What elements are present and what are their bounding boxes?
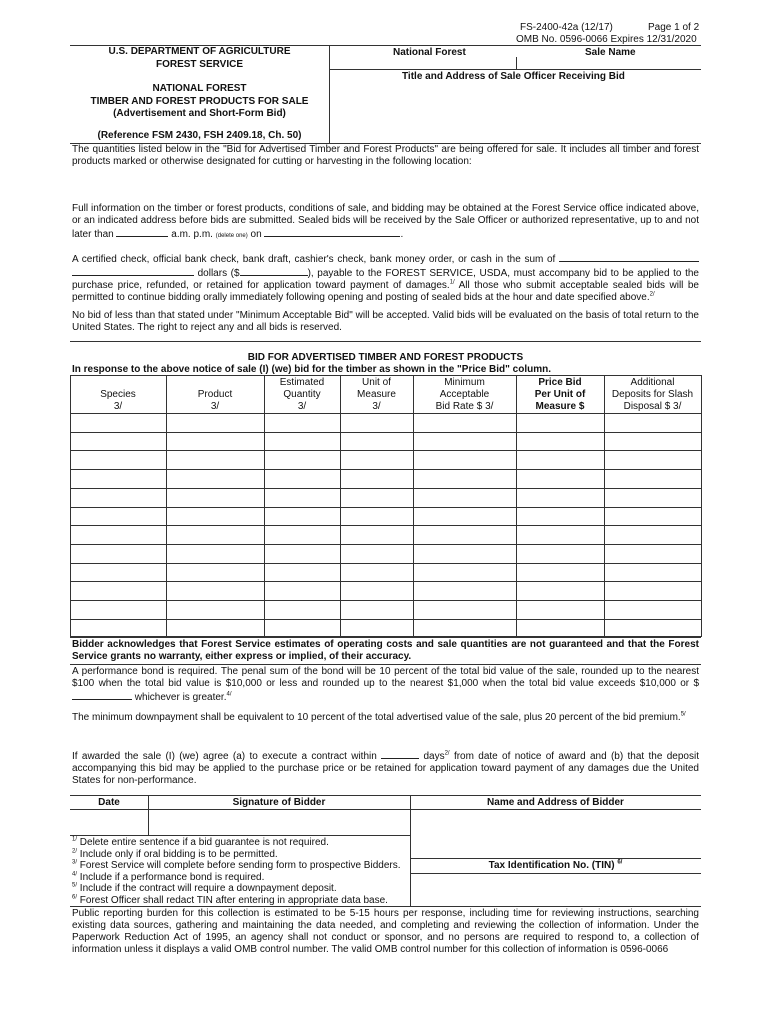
footnote: $^{3/}$ Forest Service will complete before sending form to prospective Bidders.	[72, 859, 401, 871]
bid-cell[interactable]	[517, 620, 603, 637]
service: FOREST SERVICE	[155, 59, 244, 70]
days-field[interactable]	[381, 749, 419, 759]
bid-cell[interactable]	[71, 508, 165, 525]
reference: (Reference FSM 2430, FSH 2409.18, Ch. 50)	[97, 130, 302, 141]
downpayment: The minimum downpayment shall be equivalent to 10 percent of the total advertised value of the sale, plus 20 percent of the bid premium.$^{5/}$	[72, 711, 686, 723]
bid-cell[interactable]	[71, 545, 165, 562]
bid-cell[interactable]	[517, 564, 603, 581]
tin-label: Tax Identification No. (TIN) $^{6/}$	[488, 859, 623, 871]
date-input[interactable]	[71, 810, 147, 834]
title-advertisement: (Advertisement and Short-Form Bid)	[113, 108, 286, 119]
bid-cell[interactable]	[517, 451, 603, 468]
bid-cell[interactable]	[605, 433, 700, 450]
bidder-name-label: Name and Address of Bidder	[487, 797, 624, 808]
bid-cell[interactable]	[167, 564, 263, 581]
national-forest-field[interactable]	[330, 58, 515, 68]
bid-cell[interactable]	[71, 433, 165, 450]
bid-cell[interactable]	[167, 433, 263, 450]
bid-cell[interactable]	[265, 451, 339, 468]
officer-field[interactable]	[330, 84, 700, 140]
bid-cell[interactable]	[341, 526, 412, 543]
omb-number: OMB No. 0596-0066 Expires 12/31/2020	[516, 34, 697, 45]
bid-cell[interactable]	[71, 601, 165, 618]
bid-cell[interactable]	[265, 414, 339, 431]
bid-cell[interactable]	[71, 489, 165, 506]
bid-title: BID FOR ADVERTISED TIMBER AND FOREST PRODUCTS	[247, 352, 524, 363]
bid-cell[interactable]	[265, 433, 339, 450]
bid-cell[interactable]	[414, 414, 515, 431]
form-number: FS-2400-42a (12/17)	[520, 22, 613, 33]
bid-cell[interactable]	[517, 545, 603, 562]
sum-words-field[interactable]	[559, 252, 699, 262]
sale-name-field[interactable]	[517, 58, 700, 68]
officer-label: Title and Address of Sale Officer Receiving Bid	[402, 71, 625, 82]
department: U.S. DEPARTMENT OF AGRICULTURE	[108, 46, 291, 57]
bid-cell[interactable]	[341, 582, 412, 599]
bid-cell[interactable]	[341, 451, 412, 468]
bid-cell[interactable]	[414, 582, 515, 599]
column-header: Additional Deposits for Slash Disposal $ 3/	[611, 377, 694, 412]
bid-cell[interactable]	[265, 545, 339, 562]
bid-cell[interactable]	[71, 451, 165, 468]
bid-cell[interactable]	[605, 508, 700, 525]
bid-cell[interactable]	[605, 582, 700, 599]
bid-cell[interactable]	[265, 582, 339, 599]
page-number: Page 1 of 2	[648, 22, 700, 33]
bid-cell[interactable]	[414, 451, 515, 468]
burden-statement: Public reporting burden for this collection is estimated to be 5-15 hours per response, including time for reviewing instructions, searching existing data sources, gathering and maintaining the data needed, and completing and reviewing the collection of information. Under the Paperwork Reduction Act of 1995, an agency shall not conduct or sponsor, and no persons are required to respond to, a collection of information unless it displays a valid OMB control number. The valid OMB control number for this collection of information is 0596-0066	[72, 908, 699, 955]
bid-cell[interactable]	[517, 601, 603, 618]
date-field[interactable]	[264, 227, 400, 237]
bid-cell[interactable]	[167, 526, 263, 543]
bid-cell[interactable]	[341, 620, 412, 637]
bid-cell[interactable]	[167, 470, 263, 487]
bid-cell[interactable]	[341, 433, 412, 450]
bid-cell[interactable]	[167, 451, 263, 468]
bid-cell[interactable]	[167, 545, 263, 562]
bid-cell[interactable]	[414, 508, 515, 525]
column-header: Minimum Acceptable Bid Rate $ 3/	[435, 377, 494, 412]
bid-cell[interactable]	[265, 489, 339, 506]
bid-cell[interactable]	[605, 564, 700, 581]
bid-cell[interactable]	[71, 620, 165, 637]
column-header: Species 3/	[100, 389, 136, 412]
bid-cell[interactable]	[517, 470, 603, 487]
bid-cell[interactable]	[341, 414, 412, 431]
bid-cell[interactable]	[517, 433, 603, 450]
bid-cell[interactable]	[341, 508, 412, 525]
bid-cell[interactable]	[605, 620, 700, 637]
bid-cell[interactable]	[341, 564, 412, 581]
bid-cell[interactable]	[605, 526, 700, 543]
bid-subtitle: In response to the above notice of sale (I) (we) bid for the timber as shown in the "Price Bid" column.	[72, 364, 551, 375]
footnote: $^{6/}$ Forest Officer shall redact TIN after entering in appropriate data base.	[72, 894, 388, 906]
column-header: Unit of Measure 3/	[357, 377, 396, 412]
column-header: Product 3/	[197, 389, 233, 412]
bid-cell[interactable]	[71, 582, 165, 599]
intro-paragraph-2: Full information on the timber or forest products, conditions of sale, and bidding may be obtained at the Forest Service office indicated above, or an indicated address before bids are submitted. Sealed bids will be received by the Sale Officer or authorized representative, up to and not later than a.m. p.m. (delete one) on .	[72, 203, 699, 240]
intro-paragraph-3: A certified check, official bank check, bank draft, cashier's check, bank money order, or cash in the sum of dollars ($ ), payable to the FOREST SERVICE, USDA, must accompany bid to be applied to the purchase price, refunded, or retained for application toward payment of damages.$^{1/}$ All those who submit acceptable sealed bids will be permitted to continue bidding orally immediately following opening and posting of sealed bids at the hour and date specified above.$^{2/}$	[72, 254, 699, 303]
date-label: Date	[98, 797, 120, 808]
bid-cell[interactable]	[414, 489, 515, 506]
bid-cell[interactable]	[167, 414, 263, 431]
bid-cell[interactable]	[605, 601, 700, 618]
bid-cell[interactable]	[517, 489, 603, 506]
bid-cell[interactable]	[341, 601, 412, 618]
bid-cell[interactable]	[265, 601, 339, 618]
bid-cell[interactable]	[414, 620, 515, 637]
bid-cell[interactable]	[517, 526, 603, 543]
sum-amount-field[interactable]	[240, 266, 308, 276]
title-timber: TIMBER AND FOREST PRODUCTS FOR SALE	[90, 96, 309, 107]
bid-cell[interactable]	[414, 601, 515, 618]
bid-cell[interactable]	[605, 489, 700, 506]
bid-cell[interactable]	[517, 508, 603, 525]
signature-label: Signature of Bidder	[232, 797, 326, 808]
bid-cell[interactable]	[414, 564, 515, 581]
column-header: Estimated Quantity 3/	[279, 377, 325, 412]
award-terms: If awarded the sale (I) (we) agree (a) to execute a contract within days$^{2/}$ from date of notice of award and (b) that the deposit accompanying this bid may be applied to the purchase price or be retained for application toward payment of any damages due the United States for non-performance.	[72, 750, 699, 786]
column-header: Price Bid Per Unit of Measure $	[534, 377, 586, 412]
tin-input[interactable]	[411, 874, 700, 905]
bid-cell[interactable]	[414, 433, 515, 450]
bond-amount-field[interactable]	[72, 690, 132, 700]
bid-cell[interactable]	[605, 414, 700, 431]
intro-paragraph-1: The quantities listed below in the "Bid for Advertised Timber and Forest Products" are being offered for sale. It includes all timber and forest products marked or otherwise designated for cutting or harvesting in the following location:	[72, 144, 699, 167]
sale-name-label: Sale Name	[585, 47, 636, 58]
bid-cell[interactable]	[414, 545, 515, 562]
bid-cell[interactable]	[265, 470, 339, 487]
bid-cell[interactable]	[167, 489, 263, 506]
national-forest-label: National Forest	[393, 47, 466, 58]
bid-cell[interactable]	[265, 508, 339, 525]
bid-cell[interactable]	[167, 508, 263, 525]
footnote: $^{4/}$ Include if a performance bond is required.	[72, 871, 265, 883]
bid-cell[interactable]	[71, 470, 165, 487]
bid-cell[interactable]	[71, 564, 165, 581]
bid-cell[interactable]	[605, 545, 700, 562]
bid-cell[interactable]	[605, 470, 700, 487]
signature-input[interactable]	[149, 810, 409, 834]
bid-cell[interactable]	[71, 526, 165, 543]
bid-cell[interactable]	[414, 526, 515, 543]
bid-cell[interactable]	[414, 470, 515, 487]
bid-cell[interactable]	[605, 451, 700, 468]
time-field[interactable]	[116, 227, 168, 237]
bid-cell[interactable]	[167, 620, 263, 637]
title-national-forest: NATIONAL FOREST	[152, 83, 247, 94]
bid-cell[interactable]	[517, 582, 603, 599]
footnote: $^{1/}$ Delete entire sentence if a bid guarantee is not required.	[72, 836, 329, 848]
footnote: $^{2/}$ Include only if oral bidding is to be permitted.	[72, 848, 278, 860]
bid-cell[interactable]	[265, 526, 339, 543]
bid-cell[interactable]	[265, 620, 339, 637]
footnote: $^{5/}$ Include if the contract will require a downpayment deposit.	[72, 882, 337, 894]
bid-cell[interactable]	[167, 582, 263, 599]
bid-cell[interactable]	[341, 489, 412, 506]
bid-cell[interactable]	[167, 601, 263, 618]
sum-words-field-2[interactable]	[72, 266, 194, 276]
intro-paragraph-4: No bid of less than that stated under "Minimum Acceptable Bid" will be accepted. Valid bids will be evaluated on the basis of total return to the United States. The right to reject any and all bids is reserved.	[72, 310, 699, 333]
performance-bond: A performance bond is required. The penal sum of the bond will be 10 percent of the total bid value of the sale, rounded up to the nearest $100 when the total bid value is $10,000 or less and rounded up to the nearest $1,000 when the total bid value exceeds $10,000 or $ whichever is greater.$^{4/}$	[72, 666, 699, 703]
bid-cell[interactable]	[341, 545, 412, 562]
bid-cell[interactable]	[341, 470, 412, 487]
bid-cell[interactable]	[517, 414, 603, 431]
ack-statement: Bidder acknowledges that Forest Service estimates of operating costs and sale quantities are not guaranteed and that the Forest Service grants no warranty, either express or implied, of their accuracy.	[72, 639, 699, 662]
bidder-name-input[interactable]	[411, 810, 700, 857]
bid-cell[interactable]	[265, 564, 339, 581]
bid-cell[interactable]	[71, 414, 165, 431]
